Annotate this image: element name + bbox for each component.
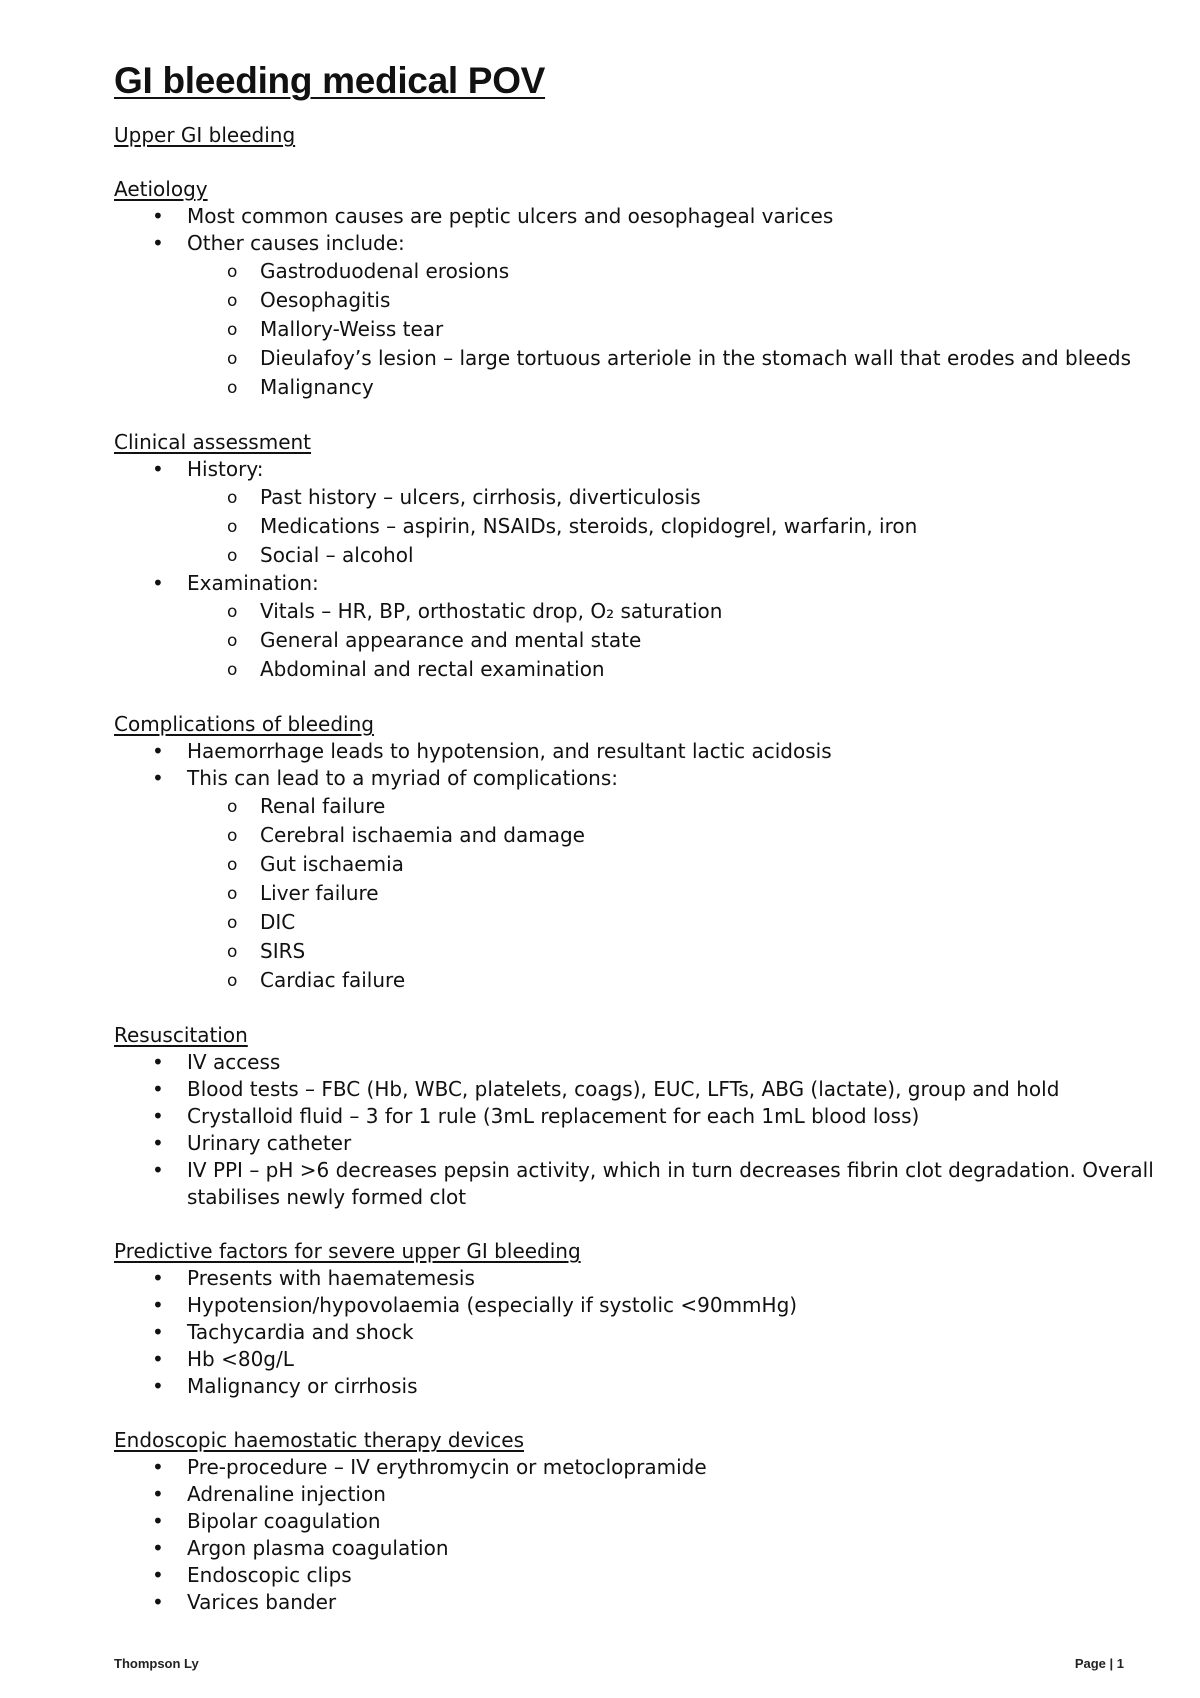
subtitle: Upper GI bleeding bbox=[114, 123, 296, 147]
bullet-icon: • bbox=[152, 457, 164, 481]
document-page bbox=[114, 58, 1154, 1616]
sub-list-item: o SIRS bbox=[114, 937, 1154, 966]
sub-list bbox=[187, 483, 1154, 570]
list-item: • Examination: o Vitals – HR, BP, orthostatic drop, O₂ saturation o General appearance and mental state o Abdominal and rectal examination bbox=[114, 570, 1154, 684]
sub-bullet-icon: o bbox=[227, 320, 238, 340]
list-item: • Most common causes are peptic ulcers and oesophageal varices bbox=[152, 204, 834, 228]
list-item: • Other causes include: o Gastroduodenal erosions o Oesophagitis o Mallory-Weiss tear o Dieulafoy’s lesion – large tortuous arteriole in the stomach wall that erodes and bleeds o Malignancy bbox=[114, 230, 1154, 402]
bullet-icon: • bbox=[152, 766, 164, 790]
bullet-icon: • bbox=[152, 1266, 164, 1290]
complications-list bbox=[114, 738, 1154, 995]
sub-bullet-icon: o bbox=[227, 660, 238, 680]
list-item: • This can lead to a myriad of complications: o Renal failure o Cerebral ischaemia and damage o Gut ischaemia o Liver failure o DIC o SIRS o Cardiac failure bbox=[114, 765, 1154, 995]
list-item: • Malignancy or cirrhosis bbox=[152, 1374, 418, 1398]
sub-bullet-icon: o bbox=[227, 602, 238, 622]
bullet-icon: • bbox=[152, 1590, 164, 1614]
aetiology-list bbox=[114, 203, 1154, 402]
sub-bullet-icon: o bbox=[227, 631, 238, 651]
list-item: • Endoscopic clips bbox=[152, 1563, 352, 1587]
resuscitation-list bbox=[114, 1049, 1154, 1211]
sub-bullet-icon: o bbox=[227, 291, 238, 311]
bullet-icon: • bbox=[152, 1104, 164, 1128]
bullet-icon: • bbox=[152, 1563, 164, 1587]
sub-list bbox=[187, 597, 1154, 684]
sub-list-item: o Renal failure bbox=[114, 792, 1154, 821]
sub-list bbox=[187, 792, 1154, 995]
list-item: • Crystalloid fluid – 3 for 1 rule (3mL replacement for each 1mL blood loss) bbox=[152, 1104, 920, 1128]
bullet-icon: • bbox=[152, 1455, 164, 1479]
list-item: • IV PPI – pH >6 decreases pepsin activity, which in turn decreases fibrin clot degradation. Overall stabilises newly formed clot bbox=[152, 1158, 1154, 1209]
list-item: • Urinary catheter bbox=[152, 1131, 352, 1155]
sub-bullet-icon: o bbox=[227, 349, 238, 369]
sub-list-item: o General appearance and mental state bbox=[114, 626, 1154, 655]
sub-list-item: o Past history – ulcers, cirrhosis, diverticulosis bbox=[114, 483, 1154, 512]
list-item: • Argon plasma coagulation bbox=[152, 1536, 449, 1560]
section-heading-complications: Complications of bleeding bbox=[114, 712, 374, 736]
list-item: • Blood tests – FBC (Hb, WBC, platelets, coags), EUC, LFTs, ABG (lactate), group and hold bbox=[152, 1077, 1060, 1101]
list-item: • Varices bander bbox=[152, 1590, 337, 1614]
sub-list-item: o Mallory-Weiss tear bbox=[114, 315, 1154, 344]
sub-list-item: o Vitals – HR, BP, orthostatic drop, O₂ saturation bbox=[114, 597, 1154, 626]
sub-bullet-icon: o bbox=[227, 262, 238, 282]
list-item: • Hb <80g/L bbox=[152, 1347, 294, 1371]
sub-bullet-icon: o bbox=[227, 942, 238, 962]
sub-list-item: o Gastroduodenal erosions bbox=[114, 257, 1154, 286]
sub-list-item: o Cardiac failure bbox=[114, 966, 1154, 995]
section-heading-aetiology: Aetiology bbox=[114, 177, 208, 201]
sub-bullet-icon: o bbox=[227, 913, 238, 933]
bullet-icon: • bbox=[152, 571, 164, 595]
endoscopic-list bbox=[114, 1454, 1154, 1616]
list-item: • IV access bbox=[152, 1050, 281, 1074]
sub-bullet-icon: o bbox=[227, 797, 238, 817]
list-item: • Haemorrhage leads to hypotension, and resultant lactic acidosis bbox=[152, 739, 832, 763]
bullet-icon: • bbox=[152, 231, 164, 255]
sub-bullet-icon: o bbox=[227, 378, 238, 398]
sub-list-item: o Oesophagitis bbox=[114, 286, 1154, 315]
predictive-list bbox=[114, 1265, 1154, 1400]
bullet-icon: • bbox=[152, 1374, 164, 1398]
bullet-icon: • bbox=[152, 1050, 164, 1074]
document-title: GI bleeding medical POV bbox=[114, 60, 546, 101]
list-item: • History: o Past history – ulcers, cirrhosis, diverticulosis o Medications – aspirin, NSAIDs, steroids, clopidogrel, warfarin, iron o Social – alcohol bbox=[114, 456, 1154, 570]
sub-list-item: o Social – alcohol bbox=[114, 541, 1154, 570]
sub-bullet-icon: o bbox=[227, 488, 238, 508]
bullet-icon: • bbox=[152, 1482, 164, 1506]
sub-bullet-icon: o bbox=[227, 546, 238, 566]
footer-page-number: Page | 1 bbox=[1074, 1656, 1124, 1671]
list-item: • Tachycardia and shock bbox=[152, 1320, 414, 1344]
bullet-icon: • bbox=[152, 1077, 164, 1101]
bullet-icon: • bbox=[152, 1347, 164, 1371]
sub-bullet-icon: o bbox=[227, 971, 238, 991]
list-item: • Presents with haematemesis bbox=[152, 1266, 475, 1290]
section-heading-endoscopic-therapy: Endoscopic haemostatic therapy devices bbox=[114, 1428, 525, 1452]
bullet-icon: • bbox=[152, 1131, 164, 1155]
section-heading-clinical-assessment: Clinical assessment bbox=[114, 430, 312, 454]
bullet-icon: • bbox=[152, 1320, 164, 1344]
section-heading-predictive-factors: Predictive factors for severe upper GI bleeding bbox=[114, 1239, 581, 1263]
bullet-icon: • bbox=[152, 739, 164, 763]
bullet-icon: • bbox=[152, 1536, 164, 1560]
list-item: • Adrenaline injection bbox=[152, 1482, 386, 1506]
bullet-icon: • bbox=[152, 1293, 164, 1317]
clinical-list bbox=[114, 456, 1154, 684]
sub-list bbox=[187, 257, 1154, 402]
bullet-icon: • bbox=[152, 1509, 164, 1533]
footer-author: Thompson Ly bbox=[114, 1656, 199, 1671]
sub-bullet-icon: o bbox=[227, 884, 238, 904]
sub-list-item: o Abdominal and rectal examination bbox=[114, 655, 1154, 684]
sub-list-item: o DIC bbox=[114, 908, 1154, 937]
list-item: • Hypotension/hypovolaemia (especially if systolic <90mmHg) bbox=[152, 1293, 798, 1317]
sub-list-item: o Cerebral ischaemia and damage bbox=[114, 821, 1154, 850]
sub-list-item: o Liver failure bbox=[114, 879, 1154, 908]
sub-bullet-icon: o bbox=[227, 855, 238, 875]
sub-list-item: o Gut ischaemia bbox=[114, 850, 1154, 879]
bullet-icon: • bbox=[152, 1158, 164, 1182]
section-heading-resuscitation: Resuscitation bbox=[114, 1023, 248, 1047]
list-item: • Pre-procedure – IV erythromycin or metoclopramide bbox=[152, 1455, 707, 1479]
bullet-icon: • bbox=[152, 204, 164, 228]
sub-bullet-icon: o bbox=[227, 517, 238, 537]
sub-list-item: o Malignancy bbox=[114, 373, 1154, 402]
sub-list-item: o Dieulafoy’s lesion – large tortuous arteriole in the stomach wall that erodes and bleeds bbox=[114, 344, 1154, 373]
sub-bullet-icon: o bbox=[227, 826, 238, 846]
list-item: • Bipolar coagulation bbox=[152, 1509, 381, 1533]
sub-list-item: o Medications – aspirin, NSAIDs, steroids, clopidogrel, warfarin, iron bbox=[114, 512, 1154, 541]
